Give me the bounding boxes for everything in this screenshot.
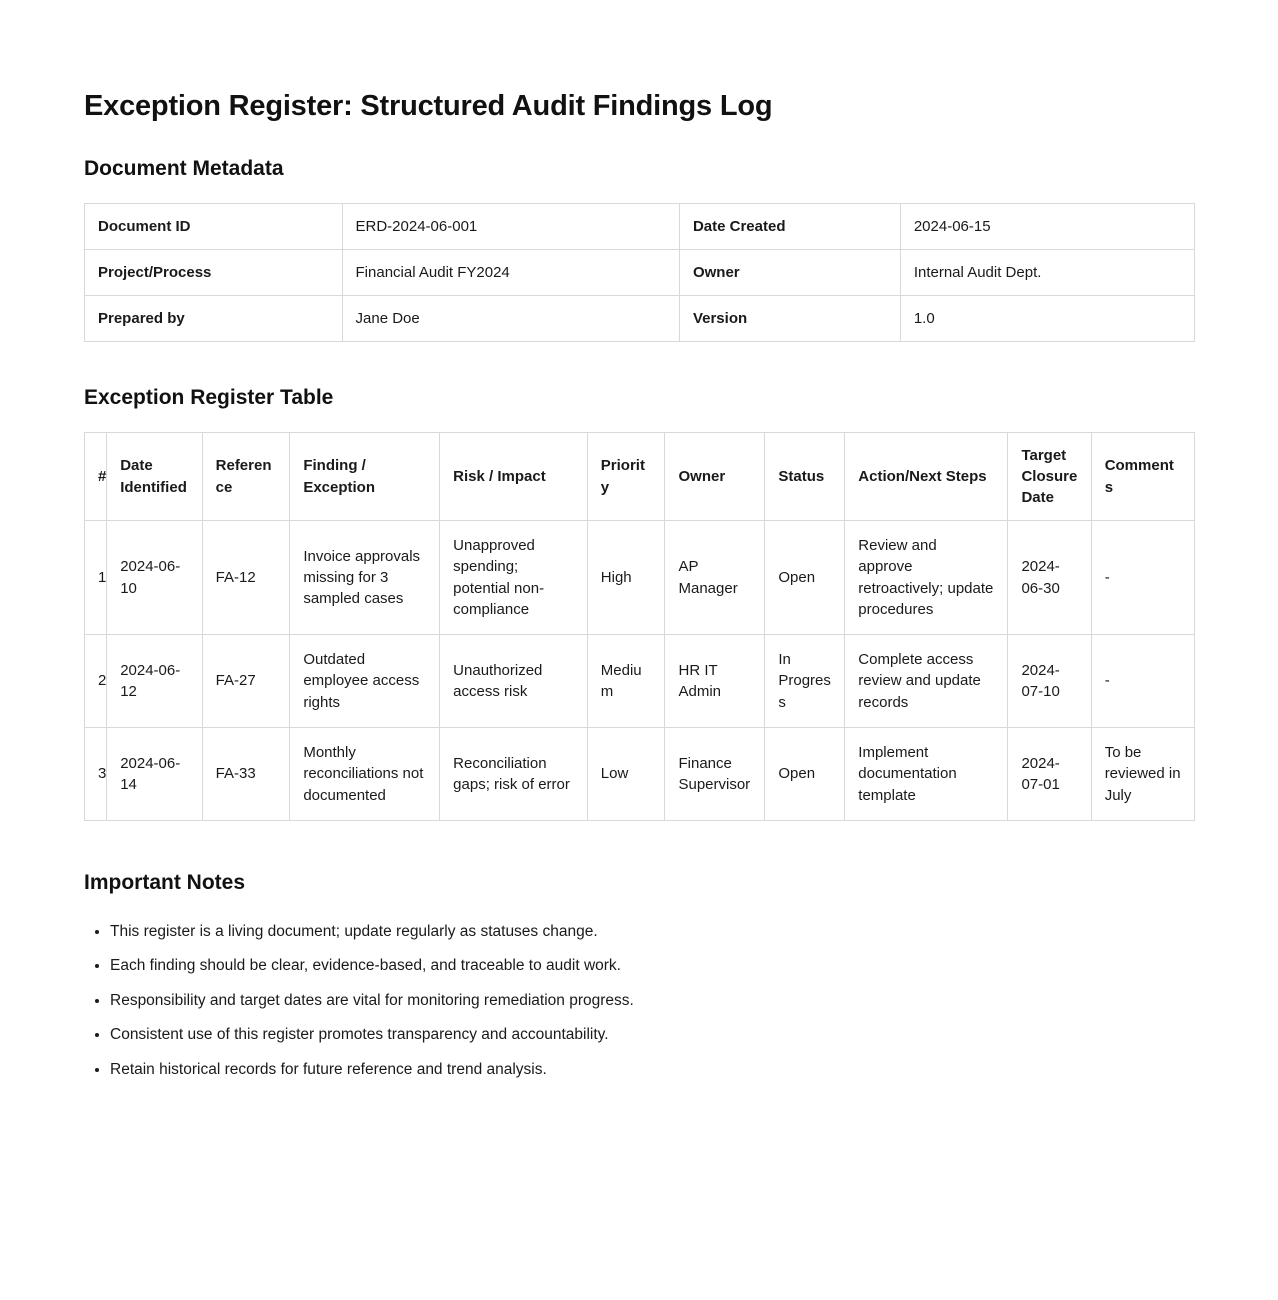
cell-owner: AP Manager <box>665 521 765 635</box>
cell-priority: High <box>587 521 665 635</box>
metadata-row <box>85 204 1195 250</box>
metadata-value: 2024-06-15 <box>900 204 1194 250</box>
metadata-row <box>85 250 1195 296</box>
cell-action: Review and approve retroactively; update procedures <box>845 521 1008 635</box>
column-header-date: Date Identified <box>107 433 202 521</box>
metadata-label: Version <box>679 296 900 342</box>
notes-list <box>110 921 1195 1081</box>
metadata-heading: Document Metadata <box>84 157 284 180</box>
cell-target: 2024-07-10 <box>1008 635 1091 728</box>
column-header-priority: Priority <box>587 433 665 521</box>
cell-reference: FA-12 <box>202 521 290 635</box>
cell-reference: FA-33 <box>202 728 290 821</box>
cell-comments: To be reviewed in July <box>1091 728 1194 821</box>
column-header-action: Action/Next Steps <box>845 433 1008 521</box>
metadata-value: Financial Audit FY2024 <box>342 250 679 296</box>
page-title: Exception Register: Structured Audit Findings Log <box>84 90 773 122</box>
register-heading: Exception Register Table <box>84 386 334 409</box>
note-item: • Responsibility and target dates are vital for monitoring remediation progress. <box>110 990 1195 1012</box>
cell-date: 2024-06-10 <box>107 521 202 635</box>
note-item: • Retain historical records for future reference and trend analysis. <box>110 1059 1195 1081</box>
metadata-value: ERD-2024-06-001 <box>342 204 679 250</box>
register-section <box>84 386 1195 821</box>
column-header-risk: Risk / Impact <box>440 433 588 521</box>
table-row <box>85 635 1195 728</box>
cell-action: Implement documentation template <box>845 728 1008 821</box>
note-item: • This register is a living document; update regularly as statuses change. <box>110 921 1195 943</box>
table-row <box>85 521 1195 635</box>
column-header-status: Status <box>765 433 845 521</box>
cell-reference: FA-27 <box>202 635 290 728</box>
cell-finding: Invoice approvals missing for 3 sampled cases <box>290 521 440 635</box>
cell-comments: - <box>1091 635 1194 728</box>
metadata-label: Date Created <box>679 204 900 250</box>
cell-risk: Unapproved spending; potential non-compliance <box>440 521 588 635</box>
column-header-target: Target Closure Date <box>1008 433 1091 521</box>
cell-priority: Low <box>587 728 665 821</box>
table-row <box>85 728 1195 821</box>
cell-comments: - <box>1091 521 1194 635</box>
metadata-value: Jane Doe <box>342 296 679 342</box>
column-header-comments: Comments <box>1091 433 1194 521</box>
cell-date: 2024-06-14 <box>107 728 202 821</box>
cell-risk: Reconciliation gaps; risk of error <box>440 728 588 821</box>
register-header-row <box>85 433 1195 521</box>
cell-status: Open <box>765 521 845 635</box>
register-table <box>84 432 1195 821</box>
cell-num: 1 <box>85 521 107 635</box>
cell-num: 3 <box>85 728 107 821</box>
notes-section <box>84 871 1195 1081</box>
cell-num: 2 <box>85 635 107 728</box>
cell-status: Open <box>765 728 845 821</box>
column-header-owner: Owner <box>665 433 765 521</box>
column-header-reference: Reference <box>202 433 290 521</box>
notes-heading: Important Notes <box>84 870 246 894</box>
metadata-value: 1.0 <box>900 296 1194 342</box>
metadata-section <box>84 157 1195 342</box>
cell-risk: Unauthorized access risk <box>440 635 588 728</box>
cell-target: 2024-06-30 <box>1008 521 1091 635</box>
note-item: • Each finding should be clear, evidence-based, and traceable to audit work. <box>110 955 1195 977</box>
cell-status: In Progress <box>765 635 845 728</box>
metadata-row <box>85 296 1195 342</box>
metadata-label: Document ID <box>85 204 343 250</box>
note-item: • Consistent use of this register promotes transparency and accountability. <box>110 1024 1195 1046</box>
cell-finding: Monthly reconciliations not documented <box>290 728 440 821</box>
metadata-table <box>84 203 1195 342</box>
cell-action: Complete access review and update records <box>845 635 1008 728</box>
metadata-label: Prepared by <box>85 296 343 342</box>
metadata-label: Owner <box>679 250 900 296</box>
cell-owner: Finance Supervisor <box>665 728 765 821</box>
cell-date: 2024-06-12 <box>107 635 202 728</box>
cell-target: 2024-07-01 <box>1008 728 1091 821</box>
cell-priority: Medium <box>587 635 665 728</box>
metadata-value: Internal Audit Dept. <box>900 250 1194 296</box>
cell-owner: HR IT Admin <box>665 635 765 728</box>
column-header-num: # <box>85 433 107 521</box>
metadata-label: Project/Process <box>85 250 343 296</box>
cell-finding: Outdated employee access rights <box>290 635 440 728</box>
column-header-finding: Finding / Exception <box>290 433 440 521</box>
